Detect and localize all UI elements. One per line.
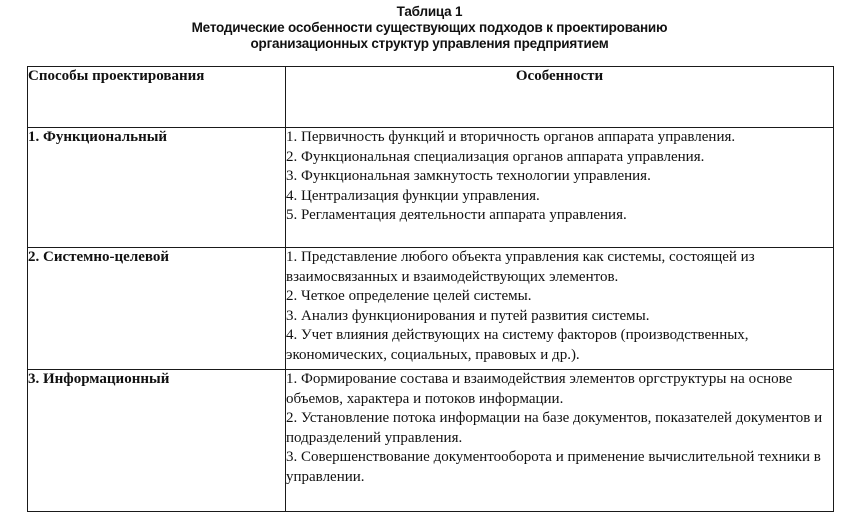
table-title-line-1: Методические особенности существующих подходов к проектированию <box>191 20 668 35</box>
table-row <box>28 128 834 248</box>
header-features: Особенности <box>286 67 834 128</box>
feature-item: 5. Регламентация деятельности аппарата управления. <box>286 207 627 223</box>
feature-item: 1. Представление любого объекта управления как системы, состоящей из взаимосвязанных и взаимодействующих элементов. <box>286 249 755 285</box>
design-approaches-table <box>27 66 834 512</box>
table-row <box>28 248 834 370</box>
features-system-target <box>286 248 834 370</box>
feature-item: 1. Формирование состава и взаимодействия элементов оргструктуры на основе объемов, характера и потоков информации. <box>286 371 793 407</box>
feature-item: 1. Первичность функций и вторичность органов аппарата управления. <box>286 129 736 145</box>
table-caption <box>0 4 859 52</box>
feature-item: 3. Совершенствование документооборота и применение вычислительной техники в управлении. <box>286 449 821 485</box>
features-informational <box>286 370 834 512</box>
feature-item: 3. Функциональная замкнутость технологии управления. <box>286 168 651 184</box>
method-system-target: 2. Системно-целевой <box>28 248 286 370</box>
method-informational: 3. Информационный <box>28 370 286 512</box>
feature-item: 4. Централизация функции управления. <box>286 187 540 204</box>
table-header-row <box>28 67 834 128</box>
table-number: Таблица 1 <box>396 4 463 19</box>
features-functional <box>286 128 834 248</box>
table-title-line-2: организационных структур управления предприятием <box>250 36 609 51</box>
table-row <box>28 370 834 512</box>
feature-item: 4. Учет влияния действующих на систему факторов (производственных, экономических, социальных, правовых и др.). <box>286 327 749 363</box>
method-functional: 1. Функциональный <box>28 128 286 248</box>
feature-item: 3. Анализ функционирования и путей развития системы. <box>286 307 650 324</box>
feature-item: 2. Установление потока информации на базе документов, показателей документов и подразделений управления. <box>286 410 823 446</box>
feature-item: 2. Четкое определение целей системы. <box>286 288 532 304</box>
header-methods: Способы проектирования <box>28 67 286 128</box>
feature-item: 2. Функциональная специализация органов аппарата управления. <box>286 148 705 165</box>
